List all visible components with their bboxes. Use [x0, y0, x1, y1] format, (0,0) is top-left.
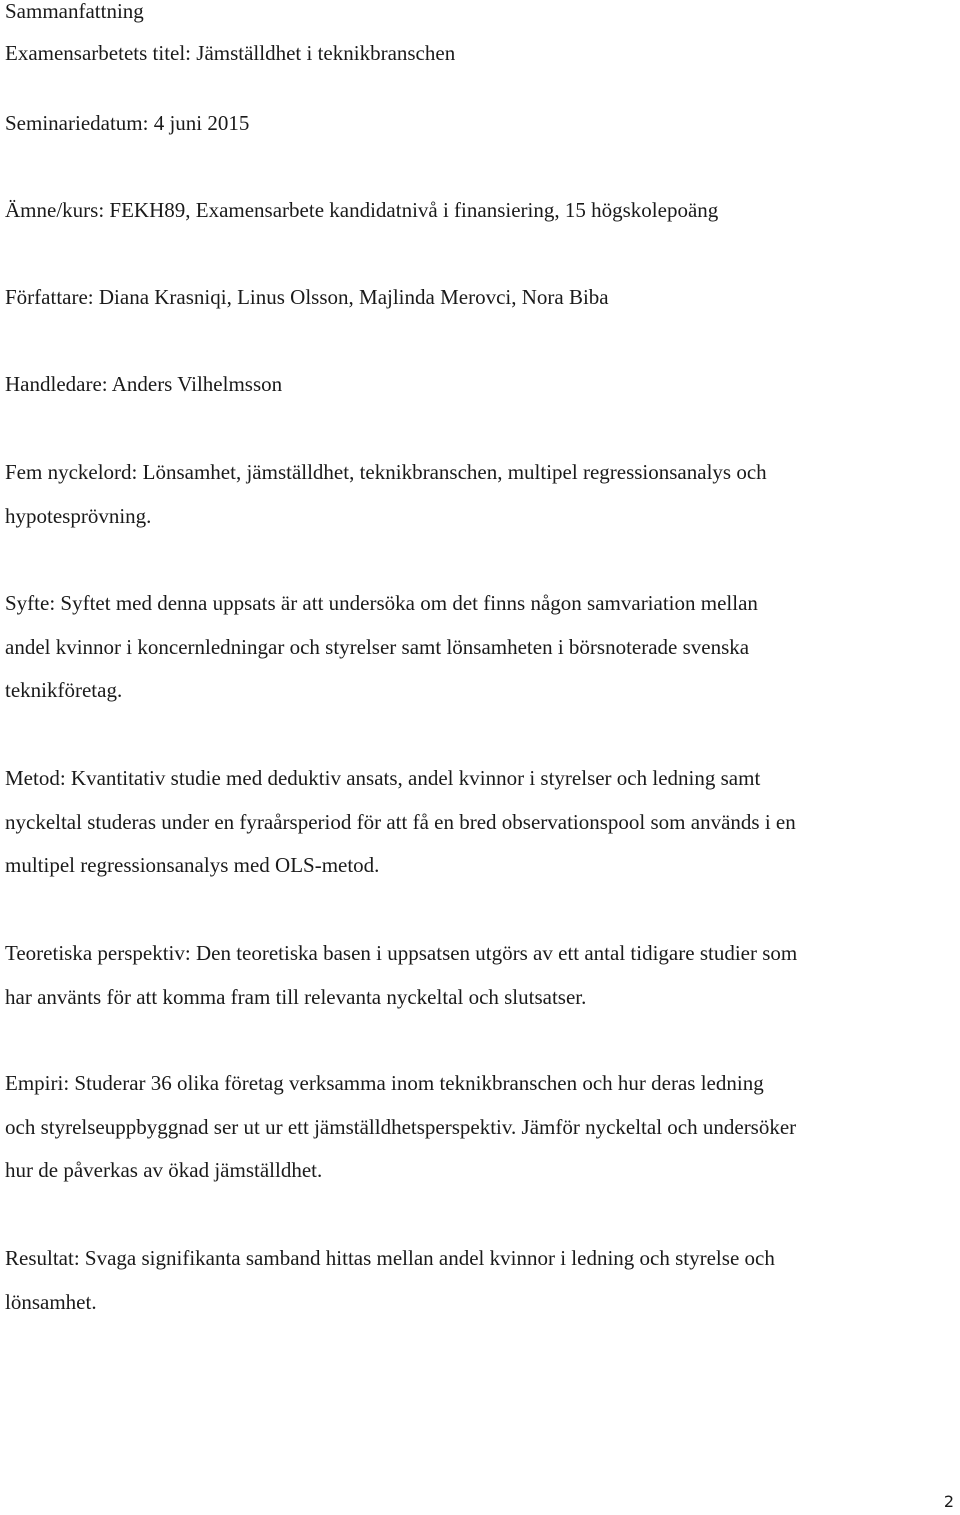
text-line: Metod: Kvantitativ studie med deduktiv ansats, andel kvinnor i styrelser och ledning samt: [5, 766, 761, 790]
theoretical-perspective: [5, 932, 960, 1019]
text-line: har använts för att komma fram till relevanta nyckeltal och slutsatser.: [5, 984, 587, 1009]
text-line: lönsamhet.: [5, 1289, 97, 1314]
seminar-date: [5, 102, 960, 146]
empirics: [5, 1062, 960, 1193]
text-line: nyckeltal studeras under en fyraårsperiod för att få en bred observationspool som används i en: [5, 809, 796, 834]
text-line: Resultat: Svaga signifikanta samband hittas mellan andel kvinnor i ledning och styrelse och: [5, 1246, 775, 1270]
thesis-title: [5, 32, 960, 76]
text-line: Ämne/kurs: FEKH89, Examensarbete kandidatnivå i finansiering, 15 högskolepoäng: [5, 198, 719, 222]
text-line: Teoretiska perspektiv: Den teoretiska basen i uppsatsen utgörs av ett antal tidigare studier som: [5, 941, 798, 965]
text-line: hur de påverkas av ökad jämställdhet.: [5, 1158, 323, 1182]
text-line: multipel regressionsanalys med OLS-metod.: [5, 853, 380, 877]
text-line: teknikföretag.: [5, 678, 123, 702]
text-line: och styrelseuppbyggnad ser ut ur ett jämställdhetsperspektiv. Jämför nyckeltal och undersöker: [5, 1114, 797, 1139]
text-line: Fem nyckelord: Lönsamhet, jämställdhet, teknikbranschen, multipel regressionsanalys och: [5, 460, 767, 484]
result: [5, 1237, 960, 1324]
text-line: Handledare: Anders Vilhelmsson: [5, 372, 283, 396]
text-line: Syfte: Syftet med denna uppsats är att undersöka om det finns någon samvariation mellan: [5, 591, 758, 615]
text-line: andel kvinnor i koncernledningar och styrelser samt lönsamheten i börsnoterade svenska: [5, 634, 750, 659]
text-line: Författare: Diana Krasniqi, Linus Olsson, Majlinda Merovci, Nora Biba: [5, 285, 609, 309]
text-line: hypotesprövning.: [5, 503, 152, 528]
method: [5, 757, 960, 888]
course: [5, 189, 960, 233]
text-line: Seminariedatum: 4 juni 2015: [5, 111, 250, 135]
purpose: [5, 582, 960, 713]
authors: [5, 276, 960, 320]
page-number: 2: [943, 1492, 954, 1511]
keywords: [5, 451, 960, 538]
text-line: Examensarbetets titel: Jämställdhet i teknikbranschen: [5, 41, 456, 65]
supervisor: [5, 363, 960, 407]
text-line: Empiri: Studerar 36 olika företag verksamma inom teknikbranschen och hur deras ledning: [5, 1071, 764, 1095]
section-heading: Sammanfattning: [5, 0, 144, 23]
